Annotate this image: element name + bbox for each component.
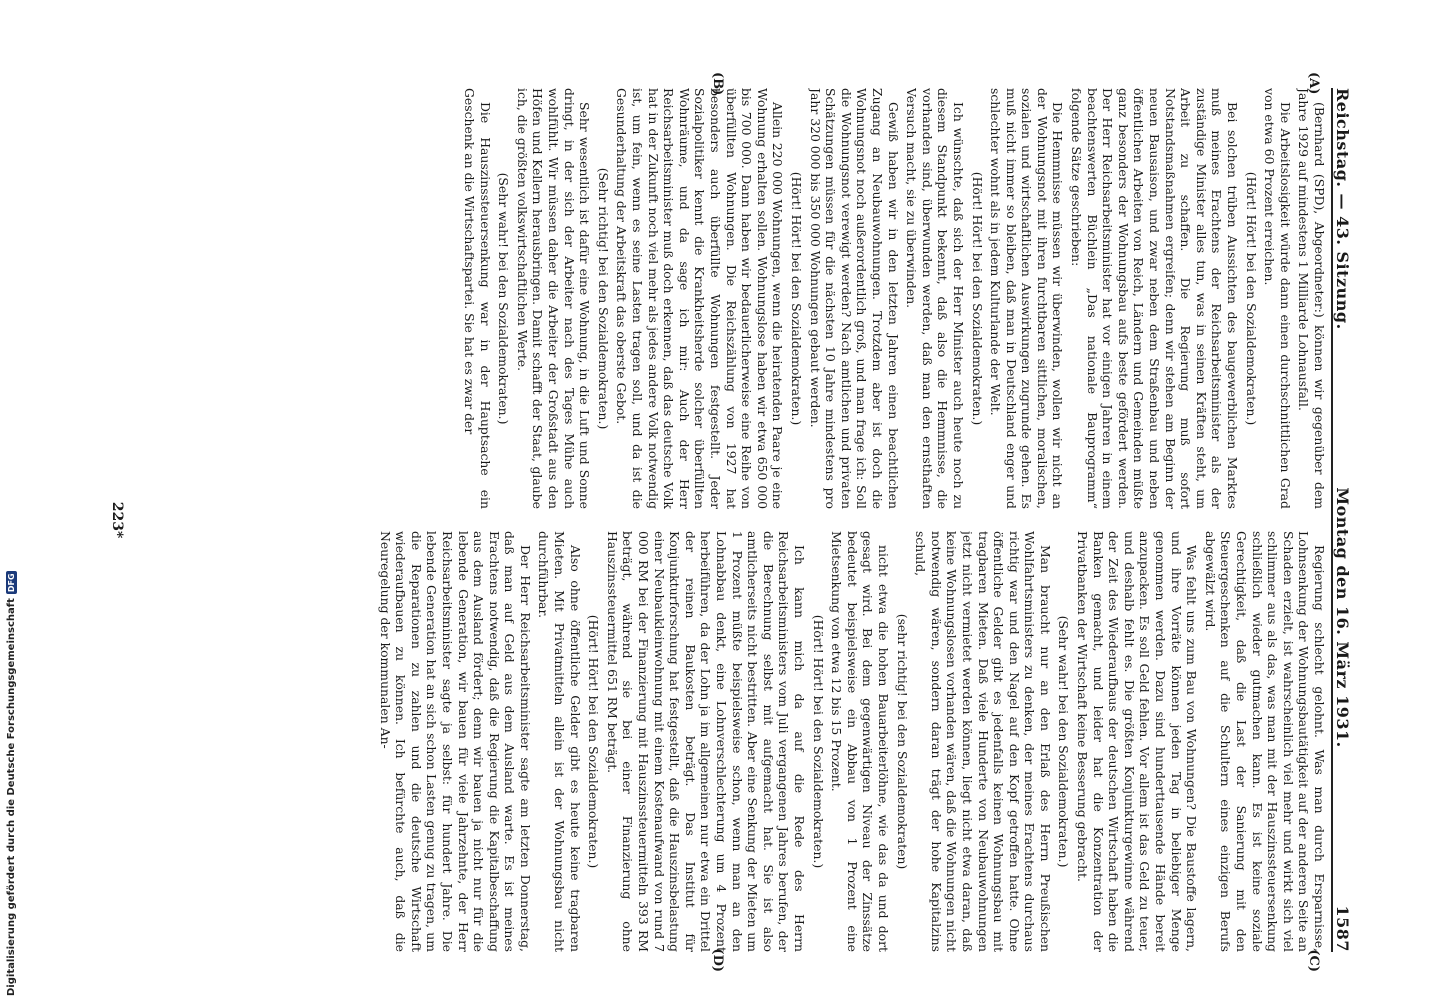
right-column-paragraph: Ich kann mich da auf die Rede des Herrn Reichsarbeitsministers vom Juli vergangenen Jahres berufen, der die Berechnung selbst mit aufgemacht hat. Sie ist also amtlicherseits nicht bestritten. Aber eine Senkung der Mieten um 1 Prozent müßte beispielsweise schon, wenn man an den Lohnabbau denkt, eine Lohnverschlechterung um 4 Prozent herbeiführen, da der Lohn ja im allgemeinen nur etwa ein Drittel der reinen Baukosten beträgt. Das Institut für Konjunkturforschung hat festgestellt, daß die Hauszinsbelastung einer Neubaukleinwohnung mit einem Kostenaufwand von rund 7 000 RM bei der Finanzierung mit Hauszinssteuermitteln 393 RM beträgt, während sie bei einer Finanzierung ohne Hauszinssteuermittel 651 RM beträgt.: [604, 531, 807, 952]
right-column-interjection: (sehr richtig! bei den Sozialdemokraten): [894, 613, 910, 870]
dfg-logo: DFG: [6, 573, 16, 593]
right-column-paragraph: Man braucht nur an den Erlaß des Herrn Preußischen Wohlfahrtsministers zu denken, der meines Erachtens durchaus richtig war und den Nagel auf den Kopf getroffen hatte. Ohne öffentliche Gelder gibt es jedenfalls keinen Wohnungsbau mit tragbaren Mieten. Daß viele Hunderte von Neubauwohnungen jetzt nicht vermietet werden können, liegt nicht etwa daran, daß keine Wohnungslosen vorhanden wären, daß die Wohnungen nicht notwendig wären, sondern daran trägt der hohe Kapitalzins schuld,: [913, 531, 1053, 952]
header-left: Reichstag. — 43. Sitzung.: [1333, 88, 1352, 330]
left-column-interjection: (Hört! Hört! bei den Sozialdemokraten.): [1243, 171, 1259, 426]
right-column-interjection: (Hört! Hört! bei den Sozialdemokraten.): [810, 614, 826, 869]
right-column-paragraph: nicht etwa die hohen Bauarbeiterlöhne, wie das da und dort gesagt wird. Bei dem gegenwärtigen Niveau der Zinssätze bedeutet beispielsweise ein Abbau von 1 Prozent eine Mietsenkung von etwa 12 bis 15 Prozent.: [829, 531, 891, 952]
left-column-paragraph: Gewiß haben wir in den letzten Jahren einen beachtlichen Zugang an Neubauwohnungen. Trotzdem aber ist doch die Wohnungsnot noch außerordentlich groß, und man frage ich: Soll die Wohnungsnot verewigt werden? Nach amtlichen und privaten Schätzungen müssen für die nächsten 10 Jahre mindestens pro Jahr 320 000 bis 350 000 Wohnungen gebaut werden.: [807, 88, 901, 509]
digitization-credit: [2, 573, 20, 996]
page-number: 1587: [1333, 905, 1352, 952]
page-footer: 223*: [109, 501, 125, 539]
left-column: [139, 88, 1327, 509]
left-column-paragraph: Bei solchen trüben Aussichten des baugewerblichen Marktes muß meines Erachtens der Reichsarbeitsminister als der zuständige Minister alles tun, was in seinen Kräften steht, um Arbeit zu schaffen. Die Regierung muß sofort Notstandsmaßnahmen ergreifen; denn wir stehen am Beginn der neuen Bausaison, und zwar neben dem Straßenbau und neben öffentlichen Arbeiten von Reich, Ländern und Gemeinden müßte ganz besonders der Wohnungsbau aufs beste gefördert werden. Der Herr Reichsarbeitsminister hat vor einigen Jahren in einem beachtenswerten Büchlein „Das nationale Bauprogramm“ folgende Sätze geschrieben:: [1069, 88, 1241, 509]
left-column-interjection: (Sehr richtig! bei den Sozialdemokraten.): [595, 167, 611, 430]
right-column-interjection: (Sehr wahr! bei den Sozialdemokraten.): [1056, 615, 1072, 868]
margin-mark-b: (B): [710, 72, 725, 96]
credit-text: Digitalisierung gefördert durch die Deutsche Forschungsgemeinschaft: [5, 598, 17, 996]
right-column-paragraph: Was fehlt uns zum Bau von Wohnungen? Die Baustoffe lagern, und ihre Vorräte können jeden Tag in beliebiger Menge genommen werden. Dazu sind hunderttausende Hände bereit anzupacken. Es soll Geld fehlen. Vor allem ist das Geld zu teuer, und deshalb fehlt es. Die größten Konjunkturgewinne während der Zeit des Wiederaufbaus der deutschen Wirtschaft haben die Banken gemacht, und leider hat die Konzentration der Privatbanken der Wirtschaft keine Besserung gebracht.: [1075, 531, 1200, 952]
left-column-paragraph: Ich wünschte, daß sich der Herr Minister auch heute noch zu diesem Standpunkt bekennt, daß also die Hemmnisse, die vorhanden sind, überwunden werden, daß man den ernsthaften Versuch macht, sie zu überwinden.: [904, 88, 966, 509]
right-column: [139, 531, 1327, 952]
left-column-interjection: (Hört! Hört! bei den Sozialdemokraten.): [789, 171, 804, 426]
margin-mark-c: (C): [1306, 949, 1321, 972]
right-column-paragraph: Also ohne öffentliche Gelder gibt es heute keine tragbaren Mieten. Mit Privatmitteln allein ist der Wohnungsbau nicht durchführbar.: [536, 531, 583, 952]
margin-mark-d: (D): [710, 948, 725, 972]
left-column-interjection: (Hört! Hört! bei den Sozialdemokraten.): [969, 171, 985, 426]
left-column-interjection: (Sehr wahr! bei den Sozialdemokraten.): [496, 172, 512, 425]
right-column-interjection: (Hört! Hört! bei den Sozialdemokraten.): [586, 614, 602, 869]
header-date: Montag den 16. März 1931.: [1333, 487, 1352, 748]
document-page: [105, 70, 1365, 970]
right-column-paragraph: Regierung schlecht gelohnt. Was man durch Ersparnisse, Lohnsenkung der Wohnungsbautätigkeit auf der anderen Seite an Schaden erzielt, ist wahrscheinlich viel mehr und wirkt sich viel schlimmer aus als das, was man mit der Hauszinssteuersenkung schließlich wieder gutmachen kann. Es ist keine soziale Gerechtigkeit, daß die Last der Sanierung mit den Steuergeschenken auf die Schultern eines einzigen Berufs abgewälzt wird.: [1202, 531, 1327, 952]
text-columns: [139, 88, 1327, 952]
margin-mark-a: (A): [1306, 72, 1321, 95]
left-column-paragraph: Allein 220 000 Wohnungen, wenn die heiratenden Paare je eine Wohnung erhalten sollen. Wohnungslose haben wir etwa 650 000 bis 700 000. Dann haben wir bedauerlicherweise eine Reihe von überfüllten Wohnungen. Die Reichszählung von 1927 hat besonders auch überfüllte Wohnungen festgestellt. Jeder Sozialpolitiker kennt die Krankheitsherde solcher überfüllten Wohnräume, und da sage ich mir: Auch der Herr Reichsarbeitsminister muß doch erkennen, daß das deutsche Volk hat in der Zukunft noch viel mehr als jedes andere Volk notwendig ist, um fein, wenn es seine Lasten tragen soll, und da ist die Gesunderhaltung der Arbeitskraft das oberste Gebot.: [614, 88, 786, 509]
page-header: [1331, 88, 1359, 952]
right-column-paragraph: Der Herr Reichsarbeitsminister sagte am letzten Donnerstag, daß man auf Geld aus dem Ausland warte. Es ist meines Erachtens notwendig, daß die Regierung die Kapitalbeschaffung aus dem Ausland fördert; denn wir bauen ja nicht nur für die lebende Generation, wir bauen für viele Jahrzehnte, der Herr Reichsarbeitsminister sagte ja selbst: für hundert Jahre. Die lebende Generation hat an sich schon Lasten genug zu tragen, um die Reparationen zu zahlen und die deutsche Wirtschaft wiederaufbauen zu können. Ich befürchte auch, daß die Neuregelung der kommunalen An-: [377, 531, 533, 952]
left-column-paragraph: Die Arbeitslosigkeit würde dann einen durchschnittlichen Grad von etwa 60 Prozent erreichen.: [1262, 88, 1293, 509]
left-column-paragraph: Die Hauszinssteuersenkung war in der Hauptsache ein Geschenk an die Wirtschaftspartei. Sie hat es zwar der: [462, 88, 493, 509]
left-column-paragraph: (Bernhard (SPD), Abgeordneter:) können wir gegenüber dem Jahre 1929 auf mindestens 1 Milliarde Lohnausfall.: [1296, 88, 1327, 509]
left-column-paragraph: Die Hemmnisse müssen wir überwinden, wollen wir nicht an der Wohnungsnot mit ihren furchtbaren sittlichen, moralischen, sozialen und wirtschaftlichen Auswirkungen zugrunde gehen. Es muß nicht immer so bleiben, daß man in Deutschland enger und schlechter wohnt als in jedem Kulturlande der Welt.: [988, 88, 1066, 509]
left-column-paragraph: Sehr wesentlich ist dafür eine Wohnung, in die Luft und Sonne dringt, in der sich der Arbeiter nach des Tages Mühe auch wohlfühlt. Wir müssen daher die Arbeiter der Großstadt aus den Höfen und Kellern herausbringen. Damit schafft der Staat, glaube ich, die größten volkswirtschaftlichen Werte.: [514, 88, 593, 509]
